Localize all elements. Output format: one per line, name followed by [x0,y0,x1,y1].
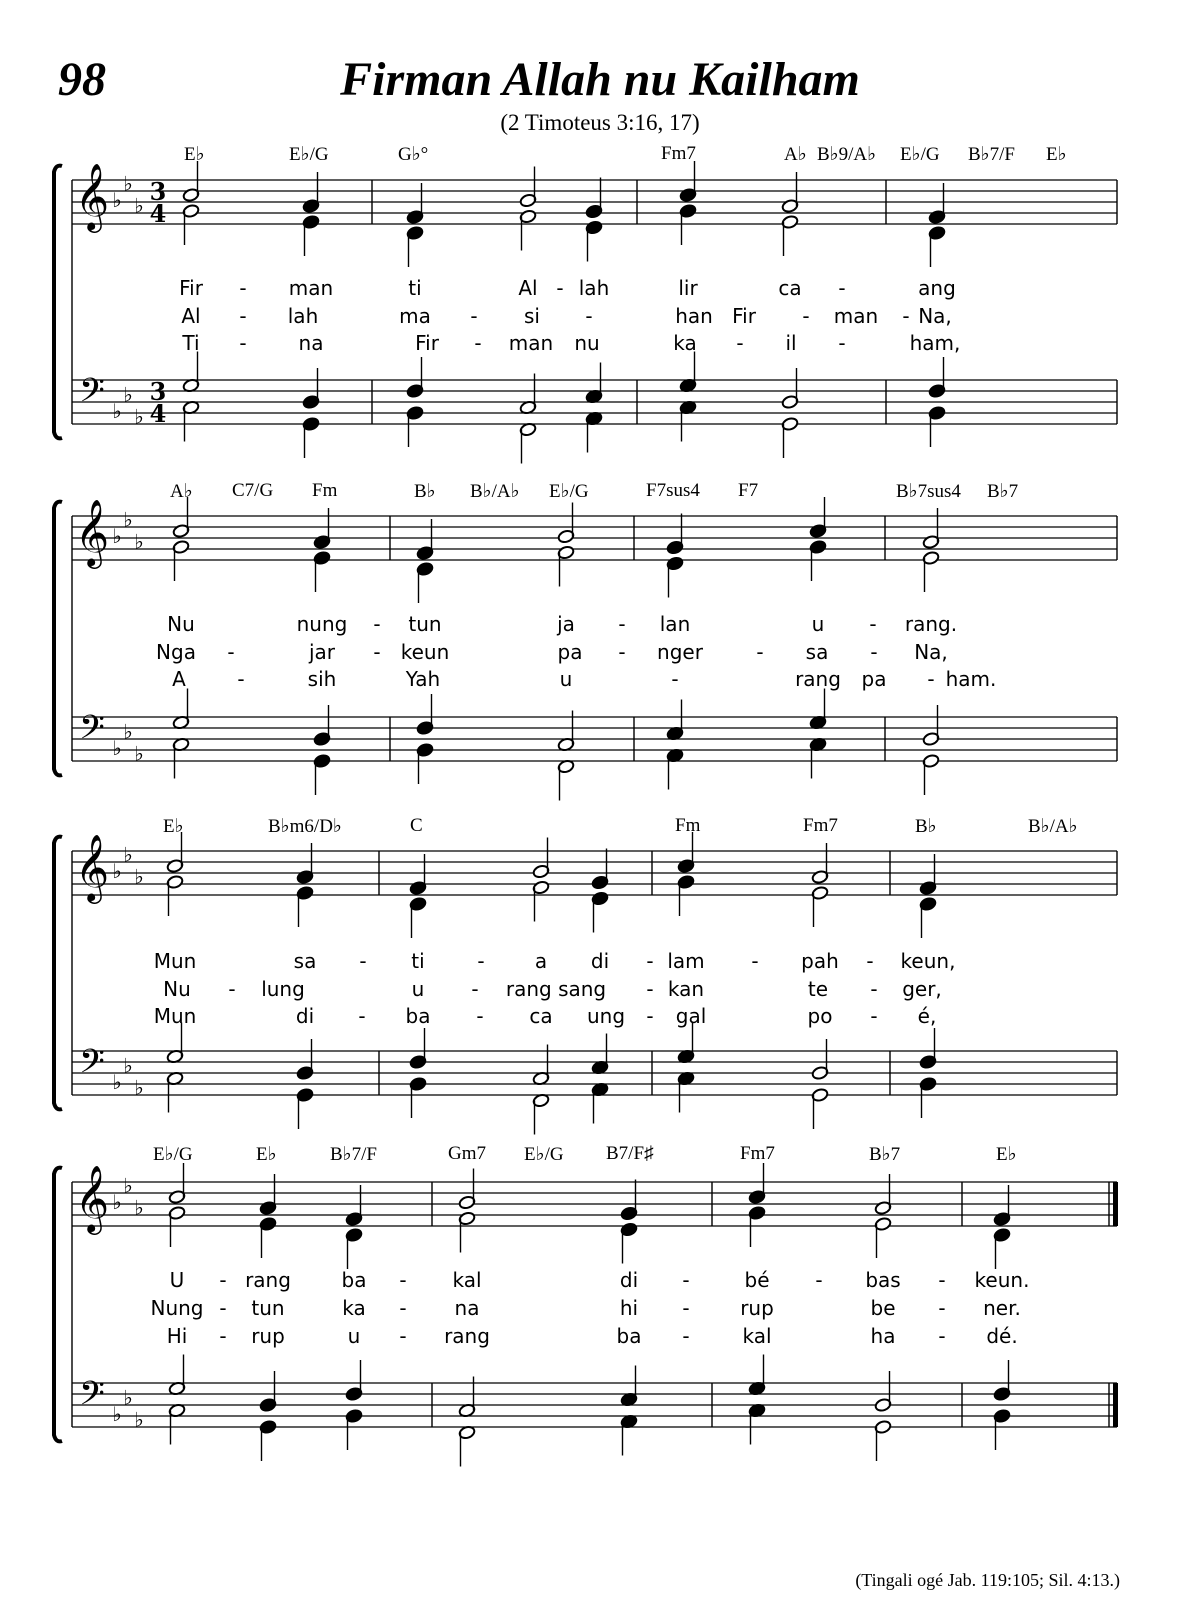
lyric-syllable-verse-3: A [172,667,186,691]
scripture-reference: (2 Timoteus 3:16, 17) [500,110,700,135]
lyric-hyphen: - [802,304,810,328]
lyric-syllable-verse-1: lam [667,949,705,973]
chord-symbol: B♭/A♭ [470,481,520,502]
lyric-syllable-verse-2: si [524,304,540,328]
lyric-syllable-verse-1: bé [744,1268,770,1292]
lyric-syllable-verse-2: kan [667,977,705,1001]
lyric-syllable-verse-2: tun [251,1296,285,1320]
lyric-syllable-verse-1: Al [518,276,538,300]
lyric-hyphen: - [373,640,381,664]
bass-clef-icon: 𝄢 [79,372,105,418]
lyric-syllable-verse-3: pa [861,667,887,691]
flat-icon: ♭ [134,1195,144,1220]
lyric-syllable-verse-3: nu [574,331,600,355]
lyric-syllable-verse-1: keun. [974,1268,1030,1292]
lyric-hyphen: - [870,977,878,1001]
lyric-syllable-verse-1: ca [778,276,802,300]
treble-clef-icon: 𝄞 [74,162,110,230]
lyric-syllable-verse-1: rang. [904,612,958,636]
flat-icon: ♭ [112,736,122,760]
lyric-syllable-verse-1: nung [296,612,348,636]
lyric-syllable-verse-1: bas [865,1268,901,1292]
lyric-hyphen: - [470,304,478,328]
lyric-hyphen: - [618,612,626,636]
lyric-hyphen: - [751,949,759,973]
lyric-syllable-verse-1: rang [245,1268,291,1292]
flat-icon: ♭ [134,864,144,889]
chord-symbol: B7/F♯ [606,1143,654,1164]
lyric-syllable-verse-2: man [833,304,879,328]
treble-clef-icon: 𝄞 [74,498,110,566]
lyric-syllable-verse-2: Nu [163,977,191,1001]
chord-symbol: E♭/G [549,481,589,502]
lyric-hyphen: - [474,331,482,355]
flat-icon: ♭ [112,188,122,212]
lyric-syllable-verse-3: Ti [182,331,200,355]
lyric-hyphen: - [239,276,247,300]
chord-symbol: E♭/G [153,1144,193,1165]
bass-clef-icon: 𝄢 [79,1043,105,1089]
lyric-syllable-verse-2: Na, [914,640,948,664]
lyric-syllable-verse-2: pa [557,640,583,664]
lyric-syllable-verse-3: ham. [945,667,997,691]
chord-symbol: E♭ [1046,144,1067,165]
hymn-number: 98 [58,53,106,106]
lyric-syllable-verse-2: ka [342,1296,366,1320]
lyric-syllable-verse-2: Nga [156,640,196,664]
lyric-syllable-verse-2: keun [400,640,450,664]
lyric-syllable-verse-3: gal [675,1004,707,1028]
lyric-hyphen: - [239,304,247,328]
lyric-syllable-verse-3: dé. [986,1324,1018,1348]
chord-symbol: C7/G [232,480,274,501]
lyric-syllable-verse-3: ung [586,1004,626,1028]
flat-icon: ♭ [134,529,144,554]
lyric-syllable-verse-3: ca [529,1004,553,1028]
lyric-syllable-verse-2: lung [261,977,305,1001]
flat-icon: ♭ [134,1407,144,1432]
flat-icon: ♭ [123,507,133,532]
lyric-hyphen: - [399,1268,407,1292]
lyric-hyphen: - [228,977,236,1001]
lyric-syllable-verse-3: Fir [415,331,439,355]
lyric-syllable-verse-2: hi [619,1296,639,1320]
chord-symbol: Fm [675,815,701,836]
lyric-hyphen: - [476,1004,484,1028]
system-bracket-4 [54,1168,62,1442]
lyric-hyphen: - [838,276,846,300]
lyric-hyphen: - [646,977,654,1001]
lyric-hyphen: - [239,331,247,355]
system-bracket-2 [54,502,62,776]
chord-symbol: A♭ [170,481,193,502]
flat-icon: ♭ [123,171,133,196]
lyric-syllable-verse-1: Nu [167,612,195,636]
lyric-syllable-verse-2: jar [308,640,336,664]
lyric-syllable-verse-2: te [807,977,829,1001]
flat-icon: ♭ [123,382,133,407]
lyric-hyphen: - [938,1324,946,1348]
lyric-syllable-verse-3: rang [795,667,841,691]
lyric-syllable-verse-3: ha [870,1324,896,1348]
lyric-syllable-verse-1: di [619,1268,639,1292]
lyric-syllable-verse-2: ger, [902,977,942,1001]
lyric-syllable-verse-3: Hi [166,1324,188,1348]
flat-icon: ♭ [112,524,122,548]
chord-symbol: B♭ [414,481,436,502]
lyric-hyphen: - [902,304,910,328]
lyric-syllable-verse-1: lan [659,612,691,636]
lyric-syllable-verse-3: sih [307,667,337,691]
time-signature-top: 3 [149,377,167,406]
lyric-hyphen: - [471,977,479,1001]
lyric-syllable-verse-1: tun [408,612,442,636]
treble-clef-icon: 𝄞 [74,833,110,901]
lyric-syllable-verse-1: man [288,276,334,300]
lyric-hyphen: - [477,949,485,973]
lyric-hyphen: - [838,331,846,355]
chord-symbol: Gm7 [448,1143,486,1164]
lyric-syllable-verse-1: ba [341,1268,367,1292]
lyric-syllable-verse-1: Fir [179,276,203,300]
lyric-syllable-verse-3: ham, [909,331,961,355]
bass-clef-icon: 𝄢 [79,1375,105,1421]
lyric-hyphen: - [358,1004,366,1028]
lyric-hyphen: - [870,1004,878,1028]
lyric-syllable-verse-1: di [590,949,610,973]
chord-symbol: B♭7 [869,1144,901,1165]
lyric-hyphen: - [585,304,593,328]
lyric-hyphen: - [219,1296,227,1320]
flat-icon: ♭ [123,1385,133,1410]
lyric-syllable-verse-1: keun, [900,949,956,973]
lyric-syllable-verse-2: Nung [150,1296,204,1320]
lyric-syllable-verse-3: di [295,1004,315,1028]
lyric-hyphen: - [756,640,764,664]
lyric-syllable-verse-2: sa [805,640,829,664]
lyric-hyphen: - [219,1324,227,1348]
flat-icon: ♭ [134,741,144,766]
chord-symbol: Fm7 [661,143,696,164]
chord-symbol: A♭ [784,144,807,165]
lyric-syllable-verse-3: ka [673,331,697,355]
lyric-hyphen: - [869,612,877,636]
lyric-hyphen: - [399,1296,407,1320]
lyric-hyphen: - [938,1268,946,1292]
chord-symbol: G♭° [398,144,429,165]
flat-icon: ♭ [112,1070,122,1094]
time-signature-bottom: 4 [149,399,167,428]
lyric-syllable-verse-3: rang [444,1324,490,1348]
lyric-syllable-verse-2: nger [657,640,703,664]
flat-icon: ♭ [134,193,144,218]
lyric-hyphen: - [618,640,626,664]
lyric-syllable-verse-3: u [559,667,573,691]
lyric-hyphen: - [646,1004,654,1028]
lyric-hyphen: - [671,667,679,691]
flat-icon: ♭ [123,719,133,744]
lyric-syllable-verse-3: na [298,331,324,355]
lyric-hyphen: - [359,949,367,973]
final-barline-thick [1113,1182,1118,1226]
lyric-hyphen: - [736,331,744,355]
chord-symbol: E♭ [996,1144,1017,1165]
lyric-hyphen: - [927,667,935,691]
lyric-syllable-verse-1: u [811,612,825,636]
lyric-syllable-verse-3: man [508,331,554,355]
lyric-syllable-verse-1: pah [801,949,839,973]
lyric-hyphen: - [866,949,874,973]
chord-symbol: E♭/G [289,144,329,165]
lyric-hyphen: - [646,949,654,973]
chord-symbol: B♭9/A♭ [817,144,877,165]
chord-symbol: E♭ [184,144,205,165]
flat-icon: ♭ [112,1190,122,1214]
lyric-syllable-verse-2: na [454,1296,480,1320]
lyric-hyphen: - [237,667,245,691]
bass-staff-2 [72,717,1117,761]
flat-icon: ♭ [112,1402,122,1426]
lyric-syllable-verse-2: rang sang [505,977,607,1001]
lyric-syllable-verse-1: lir [678,276,698,300]
flat-icon: ♭ [112,859,122,883]
lyric-syllable-verse-1: Mun [153,949,197,973]
lyric-hyphen: - [373,612,381,636]
chord-symbol: Fm [312,480,338,501]
chord-symbol: E♭ [163,816,184,837]
lyric-syllable-verse-3: ba [405,1004,431,1028]
lyric-syllable-verse-3: u [347,1324,361,1348]
lyric-syllable-verse-1: ti [411,949,425,973]
lyric-syllable-verse-2: u [411,977,425,1001]
lyric-syllable-verse-2: ma [399,304,431,328]
chord-symbol: B♭7 [987,481,1019,502]
lyric-syllable-verse-3: il [785,331,797,355]
lyric-syllable-verse-3: kal [742,1324,772,1348]
final-barline-thick [1113,1383,1118,1427]
lyric-syllable-verse-3: é, [917,1004,937,1028]
lyric-hyphen: - [815,1268,823,1292]
lyric-syllable-verse-3: Mun [153,1004,197,1028]
flat-icon: ♭ [123,842,133,867]
chord-symbol: C [410,815,423,836]
lyric-hyphen: - [556,276,564,300]
lyric-syllable-verse-3: ba [616,1324,642,1348]
lyric-syllable-verse-3: Yah [405,667,441,691]
bass-clef-icon: 𝄢 [79,709,105,755]
lyric-syllable-verse-2: ner. [983,1296,1021,1320]
lyric-syllable-verse-2: Fir [732,304,756,328]
flat-icon: ♭ [123,1053,133,1078]
lyric-syllable-verse-1: ja [557,612,575,636]
lyric-syllable-verse-2: Na, [918,304,952,328]
lyric-syllable-verse-2: be [870,1296,896,1320]
flat-icon: ♭ [134,404,144,429]
flat-icon: ♭ [112,399,122,423]
lyric-hyphen: - [227,640,235,664]
time-signature-bottom: 4 [149,199,167,228]
hymn-title: Firman Allah nu Kailham [340,53,860,106]
lyric-syllable-verse-1: ti [408,276,422,300]
chord-symbol: Fm7 [740,1143,775,1164]
lyric-hyphen: - [870,640,878,664]
chord-symbol: B♭7/F [330,1144,377,1165]
flat-icon: ♭ [123,1173,133,1198]
lyric-hyphen: - [682,1268,690,1292]
lyric-syllable-verse-2: rup [740,1296,774,1320]
chord-symbol: B♭7sus4 [896,481,961,502]
system-bracket-1 [54,166,62,439]
chord-symbol: B♭ [915,816,937,837]
lyric-syllable-verse-1: a [534,949,548,973]
chord-symbol: Fm7 [803,815,838,836]
lyric-syllable-verse-1: sa [293,949,317,973]
lyric-syllable-verse-1: lah [578,276,610,300]
lyric-syllable-verse-2: Al [181,304,201,328]
chord-symbol: B♭7/F [968,144,1015,165]
treble-clef-icon: 𝄞 [74,1164,110,1232]
lyric-hyphen: - [682,1296,690,1320]
lyric-syllable-verse-1: kal [452,1268,482,1292]
lyric-syllable-verse-2: han [675,304,713,328]
lyric-syllable-verse-2: lah [287,304,319,328]
chord-symbol: E♭ [256,1144,277,1165]
chord-symbol: B♭/A♭ [1028,816,1078,837]
lyric-syllable-verse-1: U [169,1268,185,1292]
lyric-hyphen: - [938,1296,946,1320]
chord-symbol: B♭m6/D♭ [268,816,342,837]
lyric-syllable-verse-1: ang [918,276,956,300]
cross-reference-footnote: (Tingali ogé Jab. 119:105; Sil. 4:13.) [855,1570,1120,1590]
chord-symbol: F7sus4 [646,480,700,501]
treble-staff-3 [72,851,1117,895]
lyric-hyphen: - [682,1324,690,1348]
flat-icon: ♭ [134,1075,144,1100]
treble-staff-2 [72,516,1117,560]
chord-symbol: E♭/G [524,1144,564,1165]
lyric-syllable-verse-3: rup [251,1324,285,1348]
lyric-hyphen: - [219,1268,227,1292]
system-bracket-3 [54,837,62,1110]
treble-staff-4 [72,1182,1117,1226]
chord-symbol: F7 [738,480,759,501]
bass-staff-4 [72,1383,1117,1427]
time-signature-top: 3 [149,177,167,206]
chord-symbol: E♭/G [900,144,940,165]
lyric-syllable-verse-3: po [807,1004,833,1028]
lyric-hyphen: - [399,1324,407,1348]
